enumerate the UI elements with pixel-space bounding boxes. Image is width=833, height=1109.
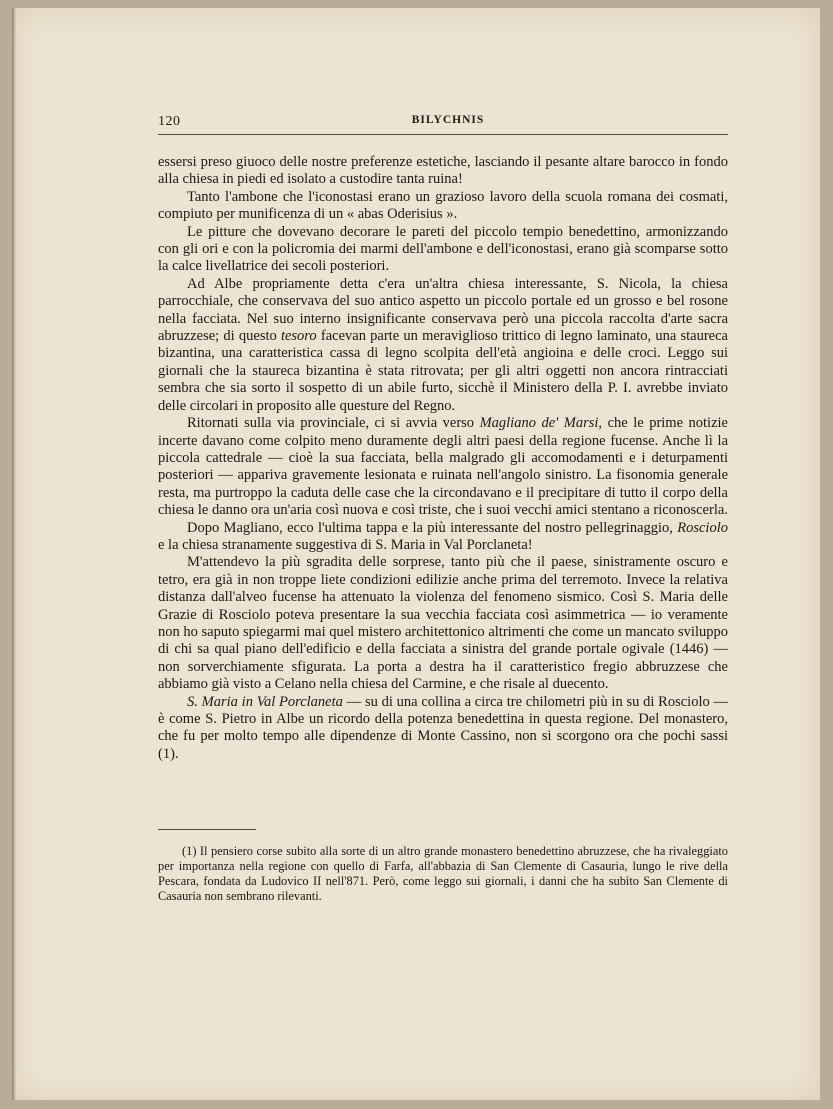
paragraph-2: Tanto l'ambone che l'iconostasi erano un grazioso lavoro della scuola romana dei cosmati, compiuto per munificenza di un « abas Oderisius ». (158, 188, 728, 223)
page-number: 120 (158, 114, 181, 129)
paragraph-5-text-b: che le prime notizie incerte davano come colpito meno duramente degli altri paesi della regione fucense. Anche lì la piccola cattedrale — cioè la sua facciata, bella malgrado gli accomodamenti e i deturpamenti posteriori — appariva gravemente lesionata e ruinata nell'angolo sinistro. La fisonomia generale resta, ma purtroppo la caduta delle case che la circondavano e il precipitare di tutto il corpo della chiesa le danno ora un'aria così nuova e così triste, che i suoi vecchi amici stentano a riconoscerla. (158, 415, 728, 519)
body-text (158, 154, 728, 763)
paragraph-7: M'attendevo la più sgradita delle sorprese, tanto più che il paese, sinistramente oscuro e tetro, era già in non troppe liete condizioni edilizie anche prima del terremoto. Invece la relativa distanza dall'alveo fucense ha attenuato la violenza del fenomeno sismico. Così S. Maria delle Grazie di Rosciolo poteva presentare la sua vecchia facciata così asimmetrica — io veramente non ho saputo spiegarmi mai quel mistero architettonico altrimenti che come un mancato sviluppo di chi sa qual piano dell'edificio e della facciata a sinistra del grande portale ogivale (1446) — non sorverchiamente sfigurata. La porta a destra ha il caratteristico fregio abbruzzese che abbiamo già visto a Celano nella chiesa del Carmine, e che risale al duecento. (158, 554, 728, 693)
paragraph-4-text-b: facevan parte un meraviglioso trittico di legno laminato, una staureca bizantina, una caratteristica cassa di legno scolpita dell'età angioina e delle croci. Leggo sui giornali che la staureca bizantina è stata ritrovata; per gli altri oggetti non ancora rintracciati sembra che sia sorto il sospetto di un abile furto, sicchè il Ministero della P. I. avrebbe inviato delle circolari in proposito alle questure del Regno. (158, 328, 728, 414)
header-rule (158, 134, 728, 135)
paragraph-5 (158, 415, 728, 519)
paragraph-1: essersi preso giuoco delle nostre preferenze estetiche, lasciando il pesante altare barocco in fondo alla chiesa in piedi ed isolato a custodire tanta ruina! (158, 154, 728, 188)
paragraph-5-text-a: Ritornati sulla via provinciale, ci si avvia verso (187, 415, 480, 432)
running-title: BILYCHNIS (411, 114, 485, 126)
paragraph-6-italic: Rosciolo (677, 519, 728, 536)
paragraph-8-italic: S. Maria in Val Porclaneta (187, 693, 343, 710)
paragraph-8-text-b: — su di una collina a circa tre chilometri più in su di Rosciolo — è come S. Pietro in Albe un ricordo della potenza benedettina in questa regione. Del monastero, che fu per molto tempo alle dipendenze di Monte Cassino, non si scorgono ora che pochi sassi (1). (158, 693, 729, 762)
paragraph-6-text-b: e la chiesa stranamente suggestiva di S. Maria in Val Porclaneta! (158, 536, 533, 553)
paragraph-4-text-a: Ad Albe propriamente detta c'era un'altra chiesa interessante, S. Nicola, la chiesa parrocchiale, che conservava del suo antico aspetto un piccolo portale ed un grosso e bel rosone nella facciata. Nel suo interno insignificante conservava però una piccola raccolta d'arte sacra abruzzese; di questo (158, 275, 728, 345)
paragraph-6-text-a: Dopo Magliano, ecco l'ultima tappa e la più interessante del nostro pellegrinaggio, (187, 519, 678, 536)
paragraph-4-italic: tesoro (280, 328, 317, 345)
paragraph-8 (158, 694, 728, 764)
paragraph-4 (158, 276, 728, 415)
page-edge-shadow (12, 8, 16, 1100)
footnote-rule (158, 829, 256, 830)
paragraph-3: Le pitture che dovevano decorare le pareti del piccolo tempio benedettino, armonizzando con gli ori e con la policromia dei marmi dell'ambone e dell'iconostasi, erano già scomparse sotto la calce livellatrice dei secoli posteriori. (158, 223, 728, 275)
book-page (12, 8, 820, 1100)
paragraph-6 (158, 520, 728, 555)
paragraph-5-italic: Magliano de' Marsi, (479, 415, 603, 432)
footnote: (1) Il pensiero corse subito alla sorte di un altro grande monastero benedettino abruzzese, che ha rivaleggiato per importanza nella regione con quello di Farfa, all'abbazia di San Clemente di Casauria, lungo le rive della Pescara, fondata da Ludovico II nell'871. Però, come leggo sui giornali, i danni che ha subìto San Clemente di Casauria non sembrano rilevanti. (158, 844, 728, 903)
page-header (158, 114, 738, 134)
